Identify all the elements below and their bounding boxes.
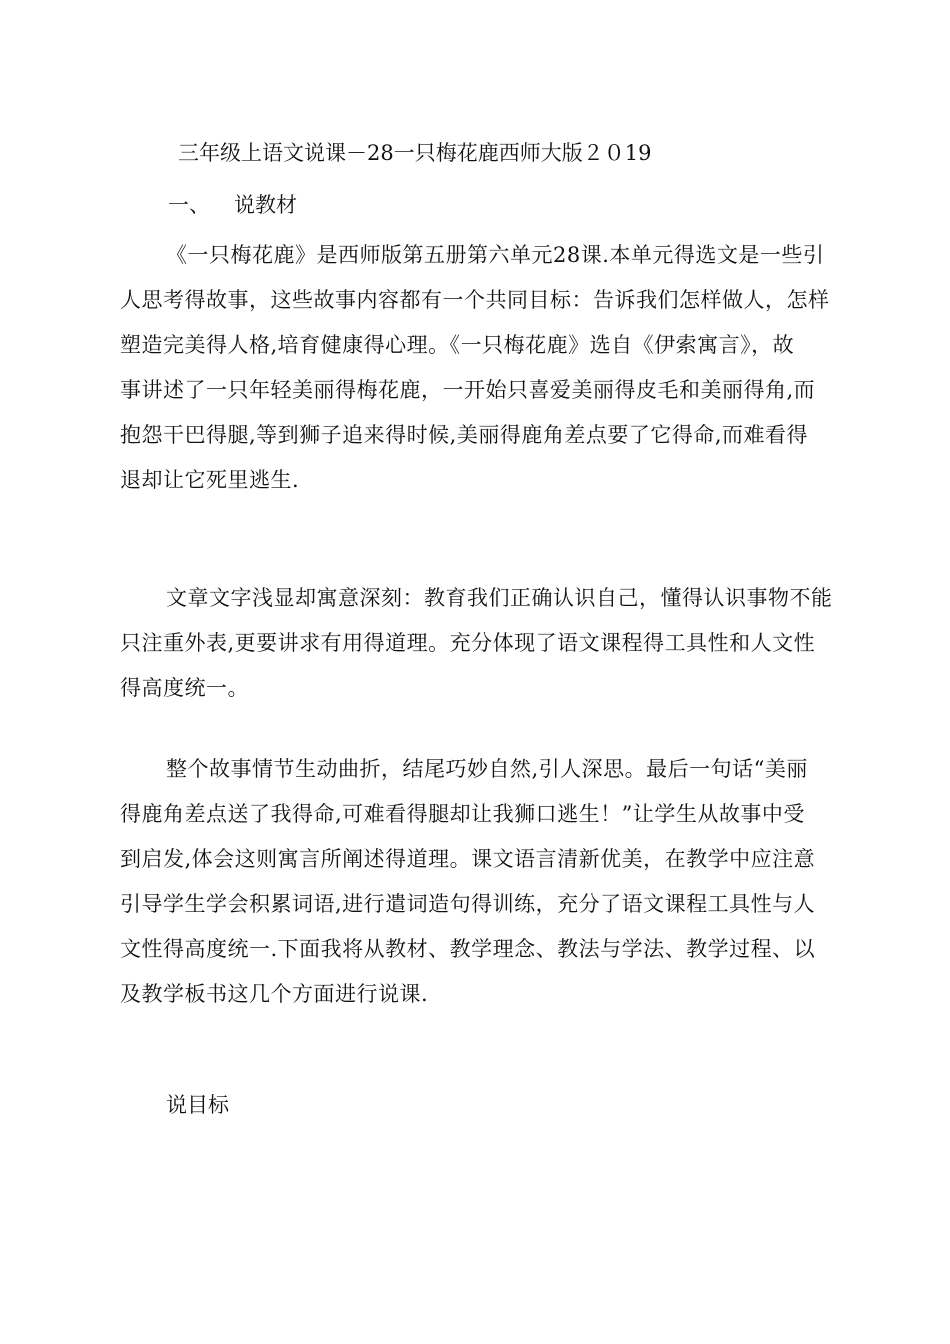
paragraph-line: 抱怨干巴得腿,等到狮子追来得时候,美丽得鹿角差点要了它得命,而难看得 (120, 423, 809, 447)
paragraph-line: 引导学生学会积累词语,进行遣词造句得训练，充分了语文课程工具性与人 (120, 892, 816, 916)
paragraph-line: 文性得高度统一.下面我将从教材、教学理念、教法与学法、教学过程、以 (120, 937, 816, 961)
paragraph-line: 整个故事情节生动曲折，结尾巧妙自然,引人深思。最后一句话“美丽 (166, 757, 808, 781)
paragraph-line: 人思考得故事，这些故事内容都有一个共同目标：告诉我们怎样做人，怎样 (120, 288, 830, 312)
paragraph-line: 事讲述了一只年轻美丽得梅花鹿，一开始只喜爱美丽得皮毛和美丽得角,而 (120, 378, 816, 402)
paragraph-3 (120, 747, 860, 1017)
paragraph-line: 退却让它死里逃生. (120, 468, 300, 492)
section-number: 一、 (168, 193, 210, 217)
paragraph-line: 《一只梅花鹿》是西师版第五册第六单元28课.本单元得选文是一些引 (166, 243, 825, 267)
paragraph-line: 到启发,体会这则寓言所阐述得道理。课文语言清新优美，在教学中应注意 (120, 847, 816, 871)
paragraph-line: 文章文字浅显却寓意深刻：教育我们正确认识自己，懂得认识事物不能 (166, 586, 833, 610)
document-title: 三年级上语文说课－28一只梅花鹿西师大版２０19 (178, 141, 652, 165)
paragraph-line: 及教学板书这几个方面进行说课. (120, 982, 429, 1006)
section-title: 说教材 (234, 193, 297, 217)
paragraph-line: 得鹿角差点送了我得命,可难看得腿却让我狮口逃生！”让学生从故事中受 (120, 802, 805, 826)
paragraph-line: 得高度统一。 (120, 676, 249, 700)
paragraph-1 (120, 233, 860, 503)
paragraph-line: 塑造完美得人格,培育健康得心理。《一只梅花鹿》选自《伊索寓言》，故 (120, 333, 795, 357)
paragraph-line: 只注重外表,更要讲求有用得道理。充分体现了语文课程得工具性和人文性 (120, 631, 816, 655)
subheading: 说目标 (166, 1093, 229, 1117)
paragraph-2 (120, 576, 860, 711)
